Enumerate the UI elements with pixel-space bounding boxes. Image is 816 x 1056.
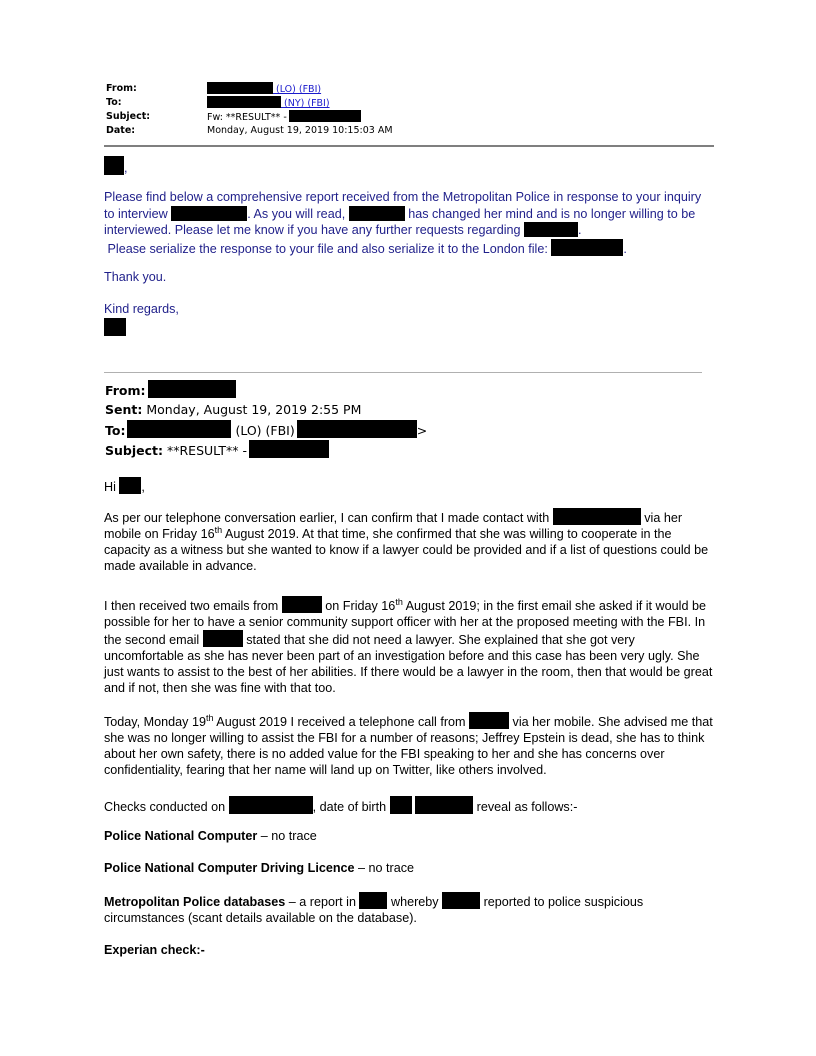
redaction [553,508,641,525]
redaction [148,380,236,398]
redaction [469,712,509,729]
body-paragraph-2: I then received two emails from on Friday 16th August 2019; in the first email she asked if it would be possible for her to have a senior community support officer with her at the proposed meeting with the FBI. In the second email stated that she did not need a lawyer. She explained that she got very uncomfortable as she has never been part of an investigation before and this case has been very ugly. She just wants to assist to the best of her abilities. If there would be a lawyer in the room, then that would be great and if not, then she was fine with that too. [104,597,713,695]
body-paragraph-3: Today, Monday 19th August 2019 I received a telephone call from via her mobile. She advised me that she was no longer willing to assist the FBI for a number of reasons; Jeffrey Epstein is dead, she has to think about her own safety, there is no added value for the FBI speaking to her and she has concerns over confidentiality, fearing that her name will land up on Twitter, like others involved. [104,713,713,777]
redaction [229,796,313,814]
subject-value: Fw: **RESULT** - [207,110,361,124]
redaction [104,156,124,175]
pnc-line: Police National Computer – no trace [104,829,317,843]
pnc-dl-line: Police National Computer Driving Licence – no trace [104,861,415,875]
redaction [390,796,412,814]
redaction [249,440,329,458]
header-divider [104,145,714,147]
redaction [524,222,578,237]
body-paragraph-1: As per our telephone conversation earlier, I can confirm that I made contact with via her mobile on Friday 16th August 2019. At that time, she confirmed that she was willing to cooperate in the capacity as a witness but she wanted to know if a lawyer could be provided and if a list of questions could be made available in advance. [104,508,714,574]
redaction [289,110,361,122]
redaction [282,596,322,613]
date-label: Date: [106,125,136,136]
thanks-line: Thank you. [104,270,167,284]
redaction [442,892,480,909]
fwd-subject: Subject: **RESULT** - [105,440,329,461]
date-value: Monday, August 19, 2019 10:15:03 AM [207,125,393,136]
redaction [349,206,405,221]
to-link[interactable]: (NY) (FBI) [281,98,330,109]
redaction [551,239,623,256]
redaction [127,420,231,438]
from-value[interactable] [207,82,321,96]
salutation: , [104,156,704,177]
to-value[interactable] [207,96,330,110]
from-link[interactable]: (LO) (FBI) [273,84,322,95]
redaction [119,477,141,494]
redaction [297,420,417,438]
checks-line: Checks conducted on , date of birth reveal as follows:- [104,796,714,815]
to-label: To: [106,97,122,108]
fwd-sent: Sent: Monday, August 19, 2019 2:55 PM [105,402,362,417]
body-greeting: Hi , [104,477,714,495]
redaction [415,796,473,814]
fwd-from: From: [105,380,236,401]
intro-paragraph: Please find below a comprehensive report received from the Metropolitan Police in response to your inquiry to interview . As you will read, has changed her mind and is no longer willing to be interviewed. Please let me know if you have any further requests regarding . Please serialize the response to your file and also serialize it to the London file: . [104,190,702,256]
redaction [207,82,273,94]
redaction [203,630,243,647]
fwd-to: To: (LO) (FBI) > [105,420,427,441]
regards-line: Kind regards, [104,302,179,316]
redaction [207,96,281,108]
redaction [359,892,387,909]
met-police-line: Metropolitan Police databases – a report in whereby reported to police suspicious circumstances (scant details available on the database). [104,892,714,926]
signature-redaction [104,318,126,336]
experian-heading: Experian check:- [104,943,205,957]
subject-label: Subject: [106,111,151,122]
from-label: From: [106,83,137,94]
forward-divider [104,372,702,373]
redaction [171,206,247,221]
